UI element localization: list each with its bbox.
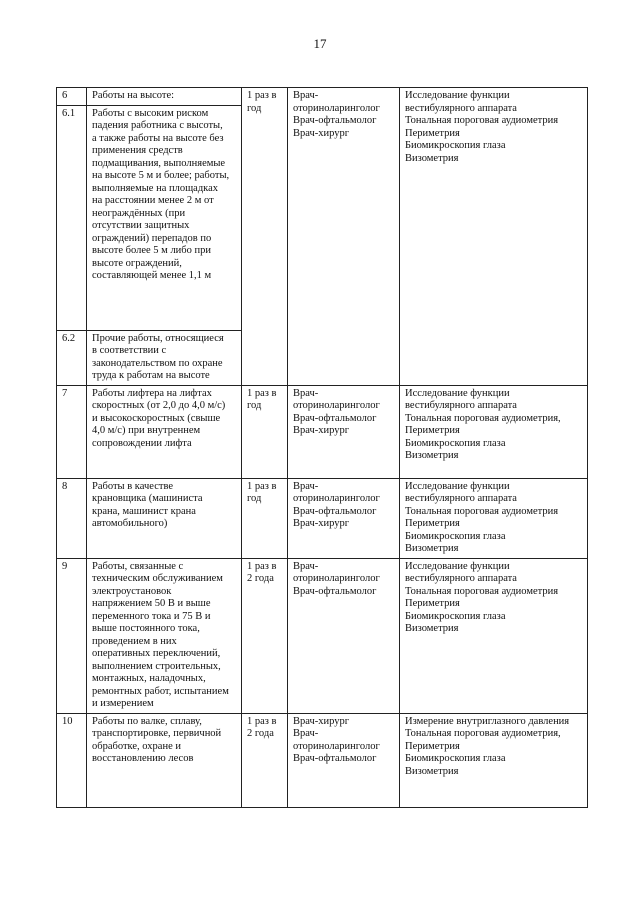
exam-frequency: 1 раз в год <box>242 385 288 478</box>
exam-frequency: 1 раз в 2 года <box>242 558 288 713</box>
row-number: 10 <box>57 713 87 807</box>
doctors-list: Врач-хирург Врач- оториноларинголог Врач-офтальмолог <box>288 713 400 807</box>
row-number: 7 <box>57 385 87 478</box>
row-number: 8 <box>57 478 87 558</box>
exam-frequency: 1 раз в год <box>242 478 288 558</box>
table-row <box>57 558 588 713</box>
exam-frequency: 1 раз в 2 года <box>242 713 288 807</box>
examinations-list: Исследование функции вестибулярного аппарата Тональная пороговая аудиометрия, Периметрия Биомикроскопия глаза Визометрия <box>400 385 588 478</box>
table-row <box>57 713 588 807</box>
work-description: Работы в качестве крановщика (машиниста крана, машинист крана автомобильного) <box>87 478 242 558</box>
table-row <box>57 478 588 558</box>
row-number: 9 <box>57 558 87 713</box>
page-number: 17 <box>313 36 327 51</box>
table-row <box>57 385 588 478</box>
row-number: 6 <box>57 88 87 106</box>
row-number: 6.1 <box>57 105 87 330</box>
medical-exam-table <box>56 87 588 808</box>
work-description: Работы с высоким риском падения работника с высоты, а также работы на высоте без применения средств подмащивания, выполняемые на высоте 5 м и более; работы, выполняемые на площадках на расстоянии менее 2 м от неограждённых (при отсутствии защитных ограждений) перепадов по высоте более 5 м либо при высоте ограждений, составляющей менее 1,1 м <box>87 105 242 330</box>
exam-frequency: 1 раз в год <box>242 88 288 386</box>
work-description: Прочие работы, относящиеся в соответствии с законодательством по охране труда к работам на высоте <box>87 330 242 385</box>
doctors-list: Врач- оториноларинголог Врач-офтальмолог Врач-хирург <box>288 478 400 558</box>
doctors-list: Врач- оториноларинголог Врач-офтальмолог <box>288 558 400 713</box>
examinations-list: Исследование функции вестибулярного аппарата Тональная пороговая аудиометрия Периметрия Биомикроскопия глаза Визометрия <box>400 478 588 558</box>
doctors-list: Врач- оториноларинголог Врач-офтальмолог Врач-хирург <box>288 88 400 386</box>
examinations-list: Измерение внутриглазного давления Тональная пороговая аудиометрия, Периметрия Биомикроскопия глаза Визометрия <box>400 713 588 807</box>
work-description: Работы, связанные с техническим обслуживанием электроустановок напряжением 50 В и выше переменного тока и 75 В и выше постоянного тока, проведением в них оперативных переключений, выполнением строительных, монтажных, наладочных, ремонтных работ, испытанием и измерением <box>87 558 242 713</box>
work-description: Работы по валке, сплаву, транспортировке, первичной обработке, охране и восстановлению лесов <box>87 713 242 807</box>
row-number: 6.2 <box>57 330 87 385</box>
work-description: Работы лифтера на лифтах скоростных (от 2,0 до 4,0 м/с) и высокоскоростных (свыше 4,0 м/с) при внутреннем сопровождении лифта <box>87 385 242 478</box>
examinations-list: Исследование функции вестибулярного аппарата Тональная пороговая аудиометрия Периметрия Биомикроскопия глаза Визометрия <box>400 88 588 386</box>
table-row <box>57 88 588 106</box>
work-description: Работы на высоте: <box>87 88 242 106</box>
doctors-list: Врач- оториноларинголог Врач-офтальмолог Врач-хирург <box>288 385 400 478</box>
examinations-list: Исследование функции вестибулярного аппарата Тональная пороговая аудиометрия Периметрия Биомикроскопия глаза Визометрия <box>400 558 588 713</box>
